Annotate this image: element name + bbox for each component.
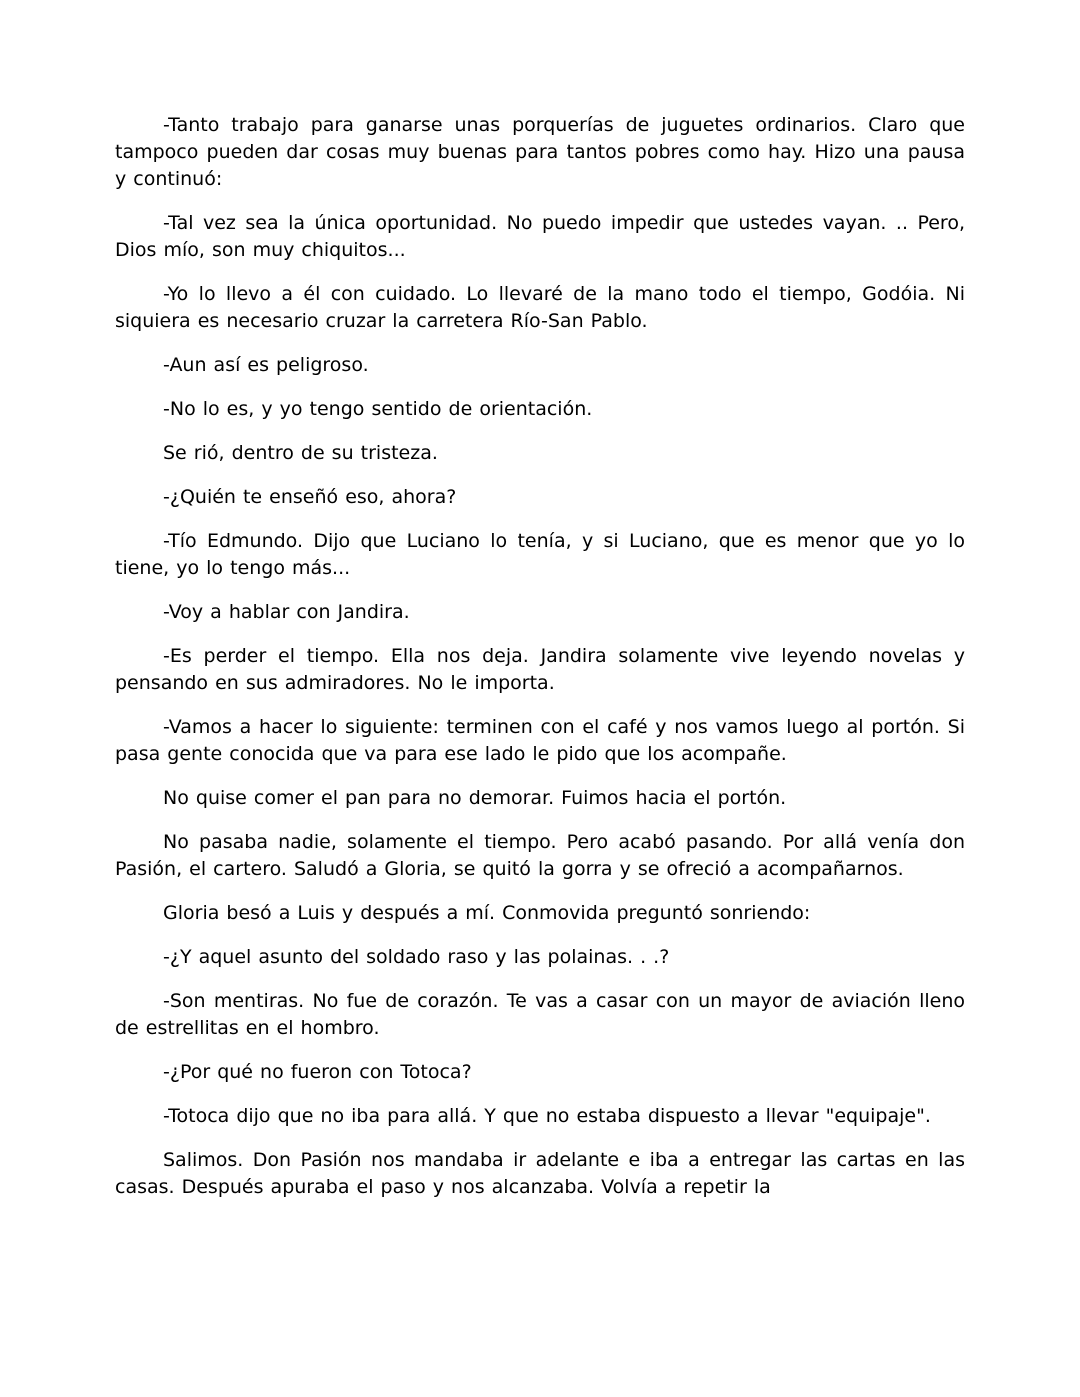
paragraph: -Vamos a hacer lo siguiente: terminen con el café y nos vamos luego al portón. Si pasa gente conocida que va para ese lado le pido que los acompañe. — [115, 716, 965, 765]
paragraph: -Totoca dijo que no iba para allá. Y que no estaba dispuesto a llevar "equipaje". — [163, 1105, 931, 1127]
paragraph: Salimos. Don Pasión nos mandaba ir adelante e iba a entregar las cartas en las casas. Después apuraba el paso y nos alcanzaba. Volvía a repetir la — [115, 1149, 965, 1198]
paragraph: -Tanto trabajo para ganarse unas porquerías de juguetes ordinarios. Claro que tampoco pueden dar cosas muy buenas para tantos pobres como hay. Hizo una pausa y continuó: — [115, 114, 965, 190]
paragraph: -¿Quién te enseñó eso, ahora? — [163, 486, 457, 508]
paragraph: -Es perder el tiempo. Ella nos deja. Jandira solamente vive leyendo novelas y pensando en sus admiradores. No le importa. — [115, 645, 965, 694]
paragraph: -¿Por qué no fueron con Totoca? — [163, 1061, 472, 1083]
paragraph: No quise comer el pan para no demorar. Fuimos hacia el portón. — [163, 787, 787, 809]
paragraph: -Yo lo llevo a él con cuidado. Lo llevaré de la mano todo el tiempo, Godóia. Ni siquiera es necesario cruzar la carretera Río-San Pablo. — [115, 283, 965, 332]
paragraph: Se rió, dentro de su tristeza. — [163, 442, 438, 464]
paragraph: -Aun así es peligroso. — [163, 354, 369, 376]
paragraph: -Voy a hablar con Jandira. — [163, 601, 410, 623]
paragraph: No pasaba nadie, solamente el tiempo. Pero acabó pasando. Por allá venía don Pasión, el cartero. Saludó a Gloria, se quitó la gorra y se ofreció a acompañarnos. — [115, 831, 965, 880]
paragraph: -Tal vez sea la única oportunidad. No puedo impedir que ustedes vayan. .. Pero, Dios mío, son muy chiquitos... — [115, 212, 965, 261]
paragraph: Gloria besó a Luis y después a mí. Conmovida preguntó sonriendo: — [163, 902, 811, 924]
paragraph: -¿Y aquel asunto del soldado raso y las polainas. . .? — [163, 946, 670, 968]
paragraph: -No lo es, y yo tengo sentido de orientación. — [163, 398, 593, 420]
paragraph: -Tío Edmundo. Dijo que Luciano lo tenía, y si Luciano, que es menor que yo lo tiene, yo lo tengo más... — [115, 530, 965, 579]
paragraph: -Son mentiras. No fue de corazón. Te vas a casar con un mayor de aviación lleno de estrellitas en el hombro. — [115, 990, 965, 1039]
